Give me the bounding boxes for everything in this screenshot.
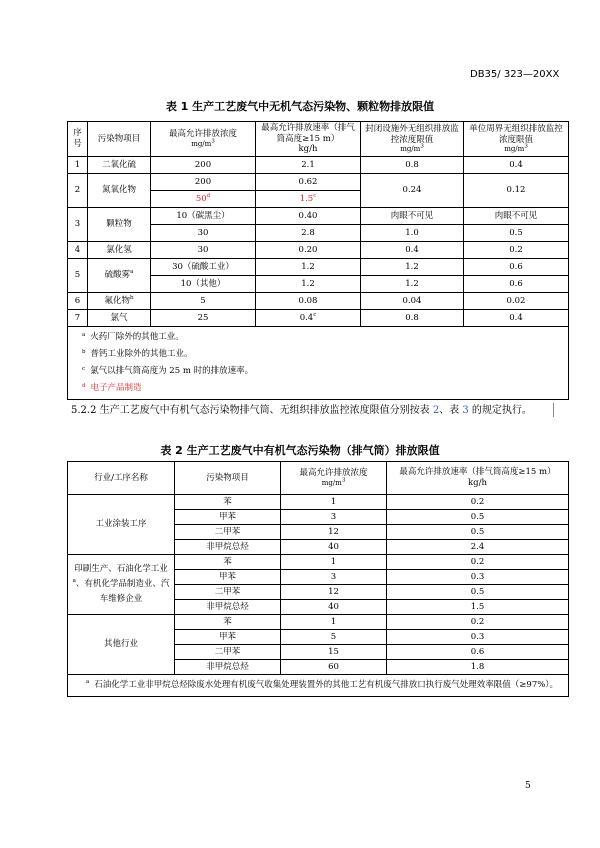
row-pollutant: 非甲烷总烃	[175, 540, 281, 555]
col-enclosed-header	[361, 122, 464, 157]
row-rate: 0.3	[387, 570, 569, 585]
table-row	[68, 242, 569, 259]
col-max-rate-header	[256, 122, 361, 157]
row-pollutant: 二甲苯	[175, 645, 281, 660]
row-enclosed: 0.8	[361, 310, 464, 327]
table3-link[interactable]: 3	[462, 405, 469, 416]
row-rate: 0.62	[256, 174, 361, 191]
note-a	[82, 329, 566, 346]
row-rate: 0.2	[387, 615, 569, 630]
clause-5-2-2	[71, 402, 546, 419]
row-boundary: 0.02	[464, 293, 569, 310]
note-text: 火药厂除外的其他工业。	[90, 332, 184, 343]
unit-superscript: 3	[341, 477, 346, 484]
boundary-label: 单位周界无组织排放监控浓度限值	[469, 124, 563, 145]
row-rate: 0.20	[256, 242, 361, 259]
row-rate: 0.2	[387, 555, 569, 570]
row-rate: 0.40	[256, 208, 361, 225]
table-row	[68, 495, 569, 510]
footnote-mark: b	[129, 294, 134, 301]
row-conc: 40	[281, 540, 387, 555]
row-conc: 30	[151, 225, 256, 242]
industry-cell	[68, 555, 175, 615]
row-conc: 1	[281, 615, 387, 630]
footnote-mark: a	[130, 269, 134, 276]
row-pollutant: 甲苯	[175, 510, 281, 525]
row-conc: 1	[281, 495, 387, 510]
table-row	[68, 615, 569, 630]
industry-cell: 其他行业	[68, 615, 175, 675]
row-pollutant: 非甲烷总烃	[175, 600, 281, 615]
note-text: 氯气以排气筒高度为 25 m 时的排放速率。	[90, 366, 254, 377]
col-no-header: 序号	[68, 122, 88, 157]
row-boundary: 0.12	[464, 174, 569, 208]
unit-superscript: 3	[524, 143, 528, 150]
table2-notes-row	[68, 675, 569, 697]
row-conc-electronics	[151, 191, 256, 208]
footnote-mark: c	[313, 192, 317, 199]
footnote-mark: c	[313, 311, 317, 318]
row-conc: 25	[151, 310, 256, 327]
industry-name: 、有机化学品制造业、汽车维修企业	[75, 579, 170, 604]
row-enclosed: 0.4	[361, 242, 464, 259]
clause-text: 、表	[439, 405, 463, 416]
row-conc: 3	[281, 570, 387, 585]
footnote-mark: a	[72, 578, 76, 585]
table-row	[68, 208, 569, 225]
page-number: 5	[525, 781, 531, 791]
table-row	[68, 174, 569, 191]
row-rate: 1.5	[387, 600, 569, 615]
row-rate: 2.1	[256, 157, 361, 174]
row-no: 5	[68, 259, 88, 293]
row-pollutant: 苯	[175, 495, 281, 510]
row-enclosed: 1.0	[361, 225, 464, 242]
industry-cell: 工业涂装工序	[68, 495, 175, 555]
table-row	[68, 259, 569, 276]
table-row	[68, 310, 569, 327]
row-pollutant: 苯	[175, 615, 281, 630]
table2-header-row	[68, 462, 569, 495]
footnote-mark: c	[82, 366, 86, 372]
enclosed-label: 封闭设施外无组织排放监控浓度限值	[365, 124, 459, 145]
row-boundary: 0.4	[464, 157, 569, 174]
footnote-mark: a	[82, 332, 86, 338]
rate-value: 0.4	[299, 312, 314, 323]
footnote-mark: d	[206, 192, 211, 199]
row-rate: 1.2	[256, 259, 361, 276]
row-boundary: 肉眼不可见	[464, 208, 569, 225]
row-rate-electronics	[256, 191, 361, 208]
row-rate: 0.5	[387, 585, 569, 600]
max-conc-label: 最高允许排放浓度	[168, 129, 237, 140]
max-rate-label: 最高允许排放速率（排气筒高度≥15 m）	[399, 467, 556, 478]
row-enclosed: 1.2	[361, 259, 464, 276]
row-no: 2	[68, 174, 88, 208]
row-pollutant: 二甲苯	[175, 585, 281, 600]
note-text: 普钙工业除外的其他工业。	[90, 349, 193, 360]
row-boundary: 0.4	[464, 310, 569, 327]
row-conc: 30	[151, 242, 256, 259]
row-conc: 5	[281, 630, 387, 645]
rate-value: 1.5	[299, 193, 314, 204]
row-enclosed: 0.04	[361, 293, 464, 310]
row-pollutant: 二甲苯	[175, 525, 281, 540]
row-rate: 0.08	[256, 293, 361, 310]
footnote-mark: a	[86, 679, 90, 686]
col-pollutant-header: 污染物项目	[175, 462, 281, 495]
row-pollutant: 甲苯	[175, 570, 281, 585]
row-boundary: 0.6	[464, 276, 569, 293]
max-conc-label: 最高允许排放浓度	[299, 468, 368, 479]
max-conc-unit: mg/m	[191, 139, 212, 148]
row-conc: 30（硫酸工业）	[151, 259, 256, 276]
row-no: 7	[68, 310, 88, 327]
row-conc: 40	[281, 600, 387, 615]
row-rate: 0.3	[387, 630, 569, 645]
row-conc: 3	[281, 510, 387, 525]
clause-text: 5.2.2 生产工艺废气中有机气态污染物排气筒、无组织排放监控浓度限值分别按表	[71, 405, 433, 416]
document-code: DB35/ 323—20XX	[470, 69, 560, 80]
row-rate: 1.8	[387, 660, 569, 675]
row-boundary: 0.2	[464, 242, 569, 259]
row-rate: 0.5	[387, 525, 569, 540]
max-rate-label: 最高允许排放速率（排气筒高度≥15 m）	[261, 123, 355, 144]
row-conc: 1	[281, 555, 387, 570]
col-industry-header: 行业/工序名称	[68, 462, 175, 495]
row-pollutant: 氮氧化物	[88, 174, 151, 208]
row-conc: 10（其他）	[151, 276, 256, 293]
conc-value: 50	[195, 193, 207, 204]
pollutant-name: 硫酸雾	[104, 270, 131, 281]
row-pollutant: 颗粒物	[88, 208, 151, 242]
note-text: 石油化学工业非甲烷总烃除废水处理有机废气收集处理装置外的其他工艺有机废气排放口执行废气处理效率限值（≥97%）。	[94, 680, 559, 690]
row-conc: 10（碳黑尘）	[151, 208, 256, 225]
row-pollutant: 非甲烷总烃	[175, 660, 281, 675]
note-d	[82, 380, 566, 397]
note-c	[82, 363, 566, 380]
max-conc-unit: mg/m	[321, 478, 342, 487]
row-rate: 0.6	[387, 645, 569, 660]
col-max-conc-header	[151, 122, 256, 157]
note-b	[82, 346, 566, 363]
table2-title: 表 2 生产工艺废气中有机气态污染物（排气筒）排放限值	[160, 444, 440, 457]
row-conc: 12	[281, 585, 387, 600]
row-pollutant	[88, 259, 151, 293]
table2	[67, 461, 569, 697]
row-rate: 0.2	[387, 495, 569, 510]
table1	[67, 121, 569, 400]
table-row	[68, 555, 569, 570]
row-no: 3	[68, 208, 88, 242]
row-rate: 2.8	[256, 225, 361, 242]
table-row	[68, 293, 569, 310]
table2-link[interactable]: 2	[432, 405, 440, 416]
row-boundary: 0.6	[464, 259, 569, 276]
clause-text: 的规定执行。	[468, 405, 532, 416]
table1-title: 表 1 生产工艺废气中无机气态污染物、颗粒物排放限值	[165, 100, 435, 113]
row-conc: 60	[281, 660, 387, 675]
footnote-mark: b	[82, 349, 86, 355]
row-rate: 0.5	[387, 510, 569, 525]
row-pollutant	[88, 293, 151, 310]
row-conc: 5	[151, 293, 256, 310]
row-rate: 1.2	[256, 276, 361, 293]
row-pollutant: 二氧化硫	[88, 157, 151, 174]
row-pollutant: 甲苯	[175, 630, 281, 645]
unit-superscript: 3	[211, 138, 215, 145]
row-enclosed: 0.8	[361, 157, 464, 174]
row-enclosed: 0.24	[361, 174, 464, 208]
row-no: 4	[68, 242, 88, 259]
row-pollutant: 氯气	[88, 310, 151, 327]
row-pollutant: 苯	[175, 555, 281, 570]
enclosed-unit: mg/m	[400, 145, 421, 154]
row-enclosed: 肉眼不可见	[361, 208, 464, 225]
col-max-rate-header	[387, 462, 569, 495]
table-row	[68, 157, 569, 174]
row-enclosed: 1.2	[361, 276, 464, 293]
table2-note	[68, 675, 569, 697]
footnote-mark: d	[82, 383, 86, 389]
note-text: 电子产品制造	[90, 383, 142, 394]
col-max-conc-header	[281, 462, 387, 495]
max-rate-unit: kg/h	[468, 478, 487, 488]
change-bar	[553, 403, 554, 417]
row-no: 6	[68, 293, 88, 310]
table1-notes-row	[68, 327, 569, 400]
row-rate	[256, 310, 361, 327]
pollutant-name: 氟化物	[104, 295, 130, 306]
row-pollutant: 氯化氢	[88, 242, 151, 259]
row-rate: 2.4	[387, 540, 569, 555]
row-conc: 200	[151, 174, 256, 191]
unit-superscript: 3	[420, 143, 424, 150]
boundary-unit: mg/m	[504, 145, 525, 154]
row-conc: 200	[151, 157, 256, 174]
row-boundary: 0.5	[464, 225, 569, 242]
industry-name: 印刷生产、石油化学工业	[74, 564, 168, 574]
row-conc: 15	[281, 645, 387, 660]
row-conc: 12	[281, 525, 387, 540]
max-rate-unit: kg/h	[298, 144, 318, 155]
table1-header-row	[68, 122, 569, 157]
row-no: 1	[68, 157, 88, 174]
col-pollutant-header: 污染物项目	[88, 122, 151, 157]
col-boundary-header	[464, 122, 569, 157]
